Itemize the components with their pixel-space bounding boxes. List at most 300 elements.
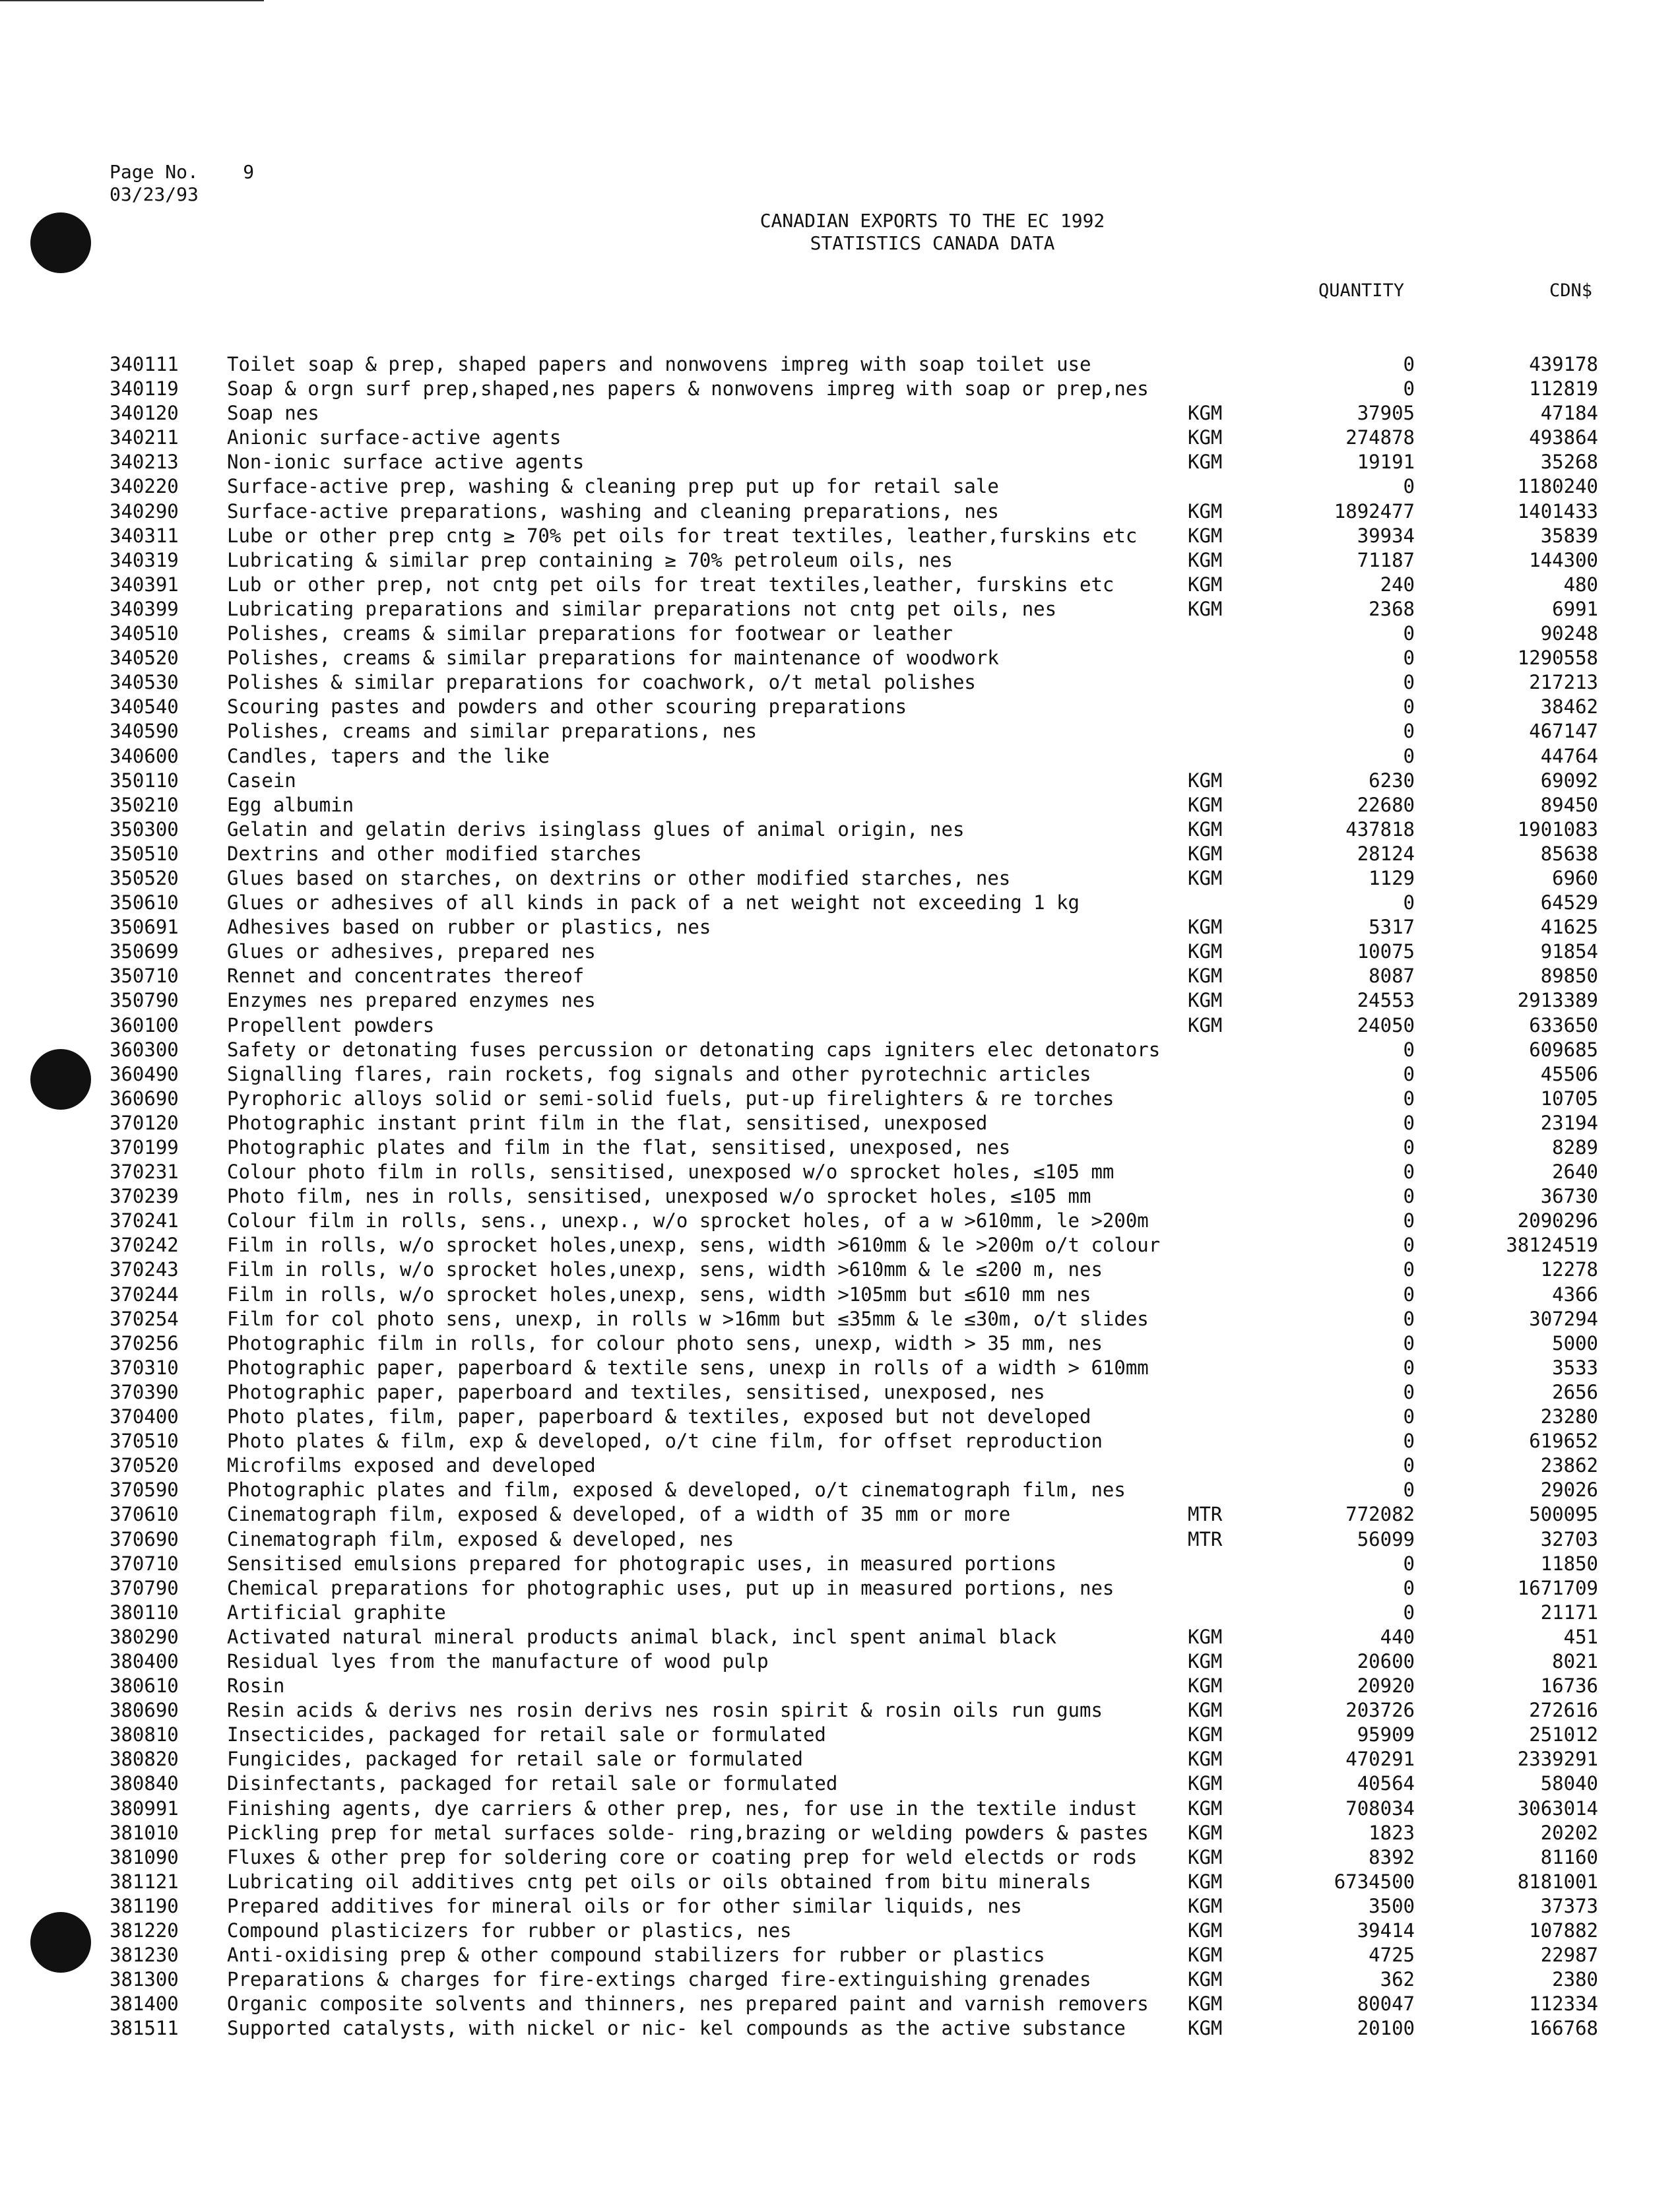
quantity: 0 [1403,1380,1415,1403]
table-row [0,1184,1680,1209]
unit: KGM [1188,1723,1223,1746]
table-row [0,695,1680,719]
hs-code: 370310 [110,1356,179,1379]
unit: KGM [1188,989,1223,1012]
quantity: 0 [1403,1136,1415,1159]
value-cdn: 29026 [1540,1479,1598,1502]
description: Soap nes [227,402,319,425]
value-cdn: 439178 [1529,353,1598,375]
value-cdn: 38462 [1540,695,1598,718]
value-cdn: 2380 [1552,1968,1598,1991]
table-row [0,1943,1680,1967]
table-row [0,866,1680,891]
hs-code: 340510 [110,622,179,645]
report-subtitle: STATISTICS CANADA DATA [810,232,1055,254]
value-cdn: 3533 [1552,1356,1598,1379]
value-cdn: 217213 [1529,671,1598,694]
value-cdn: 107882 [1529,1919,1598,1942]
quantity: 0 [1403,1185,1415,1208]
quantity: 772082 [1345,1503,1415,1526]
description: Supported catalysts, with nickel or nic- kel compounds as the active substance [227,2017,1126,2040]
hs-code: 360490 [110,1062,179,1085]
quantity: 0 [1403,671,1415,694]
description: Glues or adhesives of all kinds in pack of a net weight not exceeding 1 kg [227,891,1080,914]
quantity: 0 [1403,744,1415,767]
report-title: CANADIAN EXPORTS TO THE EC 1992 [759,210,1105,232]
quantity: 240 [1380,573,1415,596]
description: Film in rolls, w/o sprocket holes,unexp, sens, width >610mm & le >200m o/t colour [227,1234,1161,1257]
description: Film in rolls, w/o sprocket holes,unexp, sens, width >610mm & le ≤200 m, nes [227,1258,1103,1281]
table-row [0,1258,1680,1282]
unit: KGM [1188,1674,1223,1698]
unit: KGM [1188,769,1223,792]
quantity: 0 [1403,1234,1415,1257]
value-cdn: 1290558 [1517,647,1598,670]
value-cdn: 11850 [1540,1552,1598,1575]
table-row [0,1380,1680,1405]
description: Soap & orgn surf prep,shaped,nes papers & nonwovens impreg with soap or prep,nes [227,377,1149,400]
value-cdn: 69092 [1540,769,1598,792]
value-cdn: 6960 [1552,866,1598,889]
unit: KGM [1188,1992,1223,2016]
table-row [0,1405,1680,1429]
table-row [0,670,1680,695]
value-cdn: 38124519 [1506,1234,1598,1257]
hs-code: 380690 [110,1699,179,1722]
description: Anti-oxidising prep & other compound stabilizers for rubber or plastics [227,1944,1045,1967]
hs-code: 370243 [110,1258,179,1281]
value-cdn: 2640 [1552,1161,1598,1184]
description: Colour film in rolls, sens., unexp., w/o sprocket holes, of a w >610mm, le >200m [227,1209,1149,1232]
quantity: 6734500 [1334,1870,1415,1893]
description: Photo plates, film, paper, paperboard & textiles, exposed but not developed [227,1405,1091,1428]
unit: KGM [1188,1919,1223,1942]
unit: KGM [1188,573,1223,596]
table-row [0,1747,1680,1771]
description: Lubricating oil additives cntg pet oils or oils obtained from bitu minerals [227,1870,1091,1893]
table-row [0,1062,1680,1087]
table-row [0,1209,1680,1233]
value-cdn: 89450 [1540,793,1598,816]
table-row [0,1625,1680,1649]
top-rule [0,0,264,1]
hs-code: 380840 [110,1772,179,1795]
value-cdn: 12278 [1540,1258,1598,1281]
table-row [0,1698,1680,1723]
value-cdn: 480 [1563,573,1598,596]
hs-code: 370256 [110,1331,179,1354]
hs-code: 370231 [110,1161,179,1184]
quantity: 80047 [1357,1992,1415,2016]
quantity: 0 [1403,1161,1415,1184]
description: Toilet soap & prep, shaped papers and nonwovens impreg with soap toilet use [227,353,1091,375]
description: Safety or detonating fuses percussion or detonating caps igniters elec detonators [227,1038,1161,1061]
quantity: 0 [1403,1601,1415,1624]
description: Sensitised emulsions prepared for photograpic uses, in measured portions [227,1552,1057,1575]
description: Surface-active prep, washing & cleaning prep put up for retail sale [227,475,999,498]
table-row [0,474,1680,499]
table-row [0,1870,1680,1894]
description: Resin acids & derivs nes rosin derivs nes rosin spirit & rosin oils run gums [227,1699,1103,1722]
value-cdn: 2339291 [1517,1748,1598,1771]
hs-code: 350691 [110,916,179,939]
quantity: 5317 [1369,916,1415,939]
description: Disinfectants, packaged for retail sale or formulated [227,1772,838,1795]
unit: KGM [1188,817,1223,841]
quantity: 3500 [1369,1894,1415,1917]
quantity: 0 [1403,377,1415,400]
unit: KGM [1188,548,1223,571]
value-cdn: 45506 [1540,1062,1598,1085]
table-row [0,1821,1680,1845]
hs-code: 350210 [110,793,179,816]
value-cdn: 64529 [1540,891,1598,914]
table-row [0,744,1680,769]
description: Fungicides, packaged for retail sale or formulated [227,1748,803,1771]
hs-code: 370710 [110,1552,179,1575]
hs-code: 340213 [110,451,179,474]
unit: KGM [1188,1013,1223,1036]
value-cdn: 91854 [1540,940,1598,963]
description: Casein [227,769,296,792]
value-cdn: 493864 [1529,426,1598,449]
hs-code: 370242 [110,1234,179,1257]
punch-hole-top [30,212,91,273]
table-row [0,646,1680,670]
unit: KGM [1188,451,1223,474]
quantity: 0 [1403,1430,1415,1453]
unit: KGM [1188,965,1223,988]
quantity: 274878 [1345,426,1415,449]
unit: KGM [1188,1772,1223,1795]
unit: KGM [1188,1968,1223,1991]
table-row [0,450,1680,474]
hs-code: 350790 [110,989,179,1012]
description: Residual lyes from the manufacture of wood pulp [227,1649,769,1673]
hs-code: 340319 [110,548,179,571]
value-cdn: 500095 [1529,1503,1598,1526]
table-row [0,1649,1680,1674]
value-cdn: 44764 [1540,744,1598,767]
table-row [0,1356,1680,1380]
hs-code: 340119 [110,377,179,400]
page-number-line [110,161,254,183]
quantity: 0 [1403,1576,1415,1599]
hs-code: 340120 [110,402,179,425]
description: Signalling flares, rain rockets, fog signals and other pyrotechnic articles [227,1062,1091,1085]
hs-code: 370400 [110,1405,179,1428]
hs-code: 340600 [110,744,179,767]
description: Glues based on starches, on dextrins or other modified starches, nes [227,866,1011,889]
hs-code: 380110 [110,1601,179,1624]
table-row [0,548,1680,573]
unit: KGM [1188,916,1223,939]
quantity: 0 [1403,1258,1415,1281]
description: Enzymes nes prepared enzymes nes [227,989,596,1012]
hs-code: 370120 [110,1111,179,1134]
value-cdn: 85638 [1540,842,1598,865]
description: Photographic instant print film in the flat, sensitised, unexposed [227,1111,988,1134]
page-label: Page No. [110,161,199,183]
quantity: 203726 [1345,1699,1415,1722]
value-cdn: 10705 [1540,1087,1598,1110]
hs-code: 370690 [110,1527,179,1550]
quantity: 0 [1403,1405,1415,1428]
value-cdn: 89850 [1540,965,1598,988]
quantity: 0 [1403,1038,1415,1061]
quantity: 24553 [1357,989,1415,1012]
table-row [0,1160,1680,1184]
quantity: 0 [1403,1087,1415,1110]
value-cdn: 35268 [1540,451,1598,474]
quantity: 71187 [1357,548,1415,571]
hs-code: 380820 [110,1748,179,1771]
column-header-quantity: QUANTITY [1318,280,1405,301]
quantity: 0 [1403,891,1415,914]
quantity: 0 [1403,622,1415,645]
description: Scouring pastes and powders and other scouring preparations [227,695,907,718]
table-row [0,1502,1680,1527]
table-row [0,1527,1680,1552]
table-row [0,377,1680,401]
hs-code: 350300 [110,817,179,841]
hs-code: 340530 [110,671,179,694]
table-row [0,1797,1680,1821]
unit: KGM [1188,1845,1223,1868]
hs-code: 350110 [110,769,179,792]
description: Lub or other prep, not cntg pet oils for treat textiles,leather, furskins etc [227,573,1115,596]
hs-code: 370239 [110,1185,179,1208]
quantity: 0 [1403,1283,1415,1306]
description: Polishes, creams & similar preparations for footwear or leather [227,622,953,645]
quantity: 1823 [1369,1821,1415,1844]
value-cdn: 272616 [1529,1699,1598,1722]
description: Dextrins and other modified starches [227,842,642,865]
quantity: 0 [1403,1062,1415,1085]
table-row [0,597,1680,621]
hs-code: 370244 [110,1283,179,1306]
quantity: 362 [1380,1968,1415,1991]
unit: KGM [1188,1649,1223,1673]
quantity: 56099 [1357,1527,1415,1550]
description: Photo plates & film, exp & developed, o/t cine film, for offset reproduction [227,1430,1103,1453]
unit: KGM [1188,866,1223,889]
value-cdn: 4366 [1552,1283,1598,1306]
quantity: 0 [1403,695,1415,718]
value-cdn: 90248 [1540,622,1598,645]
hs-code: 340391 [110,573,179,596]
description: Polishes & similar preparations for coachwork, o/t metal polishes [227,671,976,694]
quantity: 28124 [1357,842,1415,865]
unit: KGM [1188,1625,1223,1648]
description: Microfilms exposed and developed [227,1454,596,1477]
unit: KGM [1188,1944,1223,1967]
hs-code: 381400 [110,1992,179,2016]
unit: KGM [1188,940,1223,963]
quantity: 0 [1403,1209,1415,1232]
hs-code: 340540 [110,695,179,718]
table-row [0,1992,1680,2016]
quantity: 0 [1403,647,1415,670]
unit: KGM [1188,1748,1223,1771]
table-row [0,1013,1680,1038]
table-row [0,842,1680,866]
description: Cinematograph film, exposed & developed, of a width of 35 mm or more [227,1503,1011,1526]
value-cdn: 23280 [1540,1405,1598,1428]
value-cdn: 21171 [1540,1601,1598,1624]
quantity: 0 [1403,1454,1415,1477]
value-cdn: 16736 [1540,1674,1598,1698]
table-row [0,915,1680,940]
table-row [0,1967,1680,1992]
table-row [0,964,1680,988]
hs-code: 381190 [110,1894,179,1917]
hs-code: 340520 [110,647,179,670]
description: Candles, tapers and the like [227,744,550,767]
hs-code: 381121 [110,1870,179,1893]
description: Lube or other prep cntg ≥ 70% pet oils for treat textiles, leather,furskins etc [227,524,1138,547]
table-row [0,1723,1680,1747]
value-cdn: 35839 [1540,524,1598,547]
hs-code: 381230 [110,1944,179,1967]
description: Activated natural mineral products animal black, incl spent animal black [227,1625,1057,1648]
value-cdn: 23862 [1540,1454,1598,1477]
quantity: 20920 [1357,1674,1415,1698]
unit: KGM [1188,1894,1223,1917]
value-cdn: 6991 [1552,597,1598,620]
table-row [0,719,1680,744]
description: Film for col photo sens, unexp, in rolls w >16mm but ≤35mm & le ≤30m, o/t slides [227,1307,1149,1330]
hs-code: 381300 [110,1968,179,1991]
hs-code: 381010 [110,1821,179,1844]
description: Propellent powders [227,1013,435,1036]
table-row [0,1283,1680,1307]
hs-code: 350510 [110,842,179,865]
quantity: 2368 [1369,597,1415,620]
unit: KGM [1188,2017,1223,2040]
table-row [0,401,1680,426]
description: Preparations & charges for fire-extings charged fire-extinguishing grenades [227,1968,1091,1991]
description: Lubricating & similar prep containing ≥ 70% petroleum oils, nes [227,548,953,571]
value-cdn: 20202 [1540,1821,1598,1844]
quantity: 0 [1403,1479,1415,1502]
table-row [0,891,1680,915]
description: Photographic plates and film, exposed & developed, o/t cinematograph film, nes [227,1479,1126,1502]
table-row [0,1894,1680,1919]
hs-code: 350710 [110,965,179,988]
value-cdn: 47184 [1540,402,1598,425]
quantity: 0 [1403,475,1415,498]
page-number: 9 [243,161,255,183]
description: Insecticides, packaged for retail sale or formulated [227,1723,826,1746]
hs-code: 370241 [110,1209,179,1232]
description: Polishes, creams & similar preparations for maintenance of woodwork [227,647,999,670]
quantity: 0 [1403,1552,1415,1575]
description: Photo film, nes in rolls, sensitised, unexposed w/o sprocket holes, ≤105 mm [227,1185,1091,1208]
value-cdn: 633650 [1529,1013,1598,1036]
hs-code: 381220 [110,1919,179,1942]
quantity: 40564 [1357,1772,1415,1795]
quantity: 10075 [1357,940,1415,963]
value-cdn: 307294 [1529,1307,1598,1330]
description: Pyrophoric alloys solid or semi-solid fuels, put-up firelighters & re torches [227,1087,1115,1110]
quantity: 0 [1403,353,1415,375]
hs-code: 360300 [110,1038,179,1061]
hs-code: 370790 [110,1576,179,1599]
value-cdn: 2090296 [1517,1209,1598,1232]
description: Polishes, creams and similar preparations, nes [227,720,758,743]
quantity: 708034 [1345,1797,1415,1820]
unit: KGM [1188,842,1223,865]
description: Finishing agents, dye carriers & other prep, nes, for use in the textile indust [227,1797,1138,1820]
description: Photographic plates and film in the flat, sensitised, unexposed, nes [227,1136,1011,1159]
description: Photographic film in rolls, for colour photo sens, unexp, width > 35 mm, nes [227,1331,1103,1354]
value-cdn: 1671709 [1517,1576,1598,1599]
table-row [0,1331,1680,1356]
quantity: 4725 [1369,1944,1415,1967]
quantity: 6230 [1369,769,1415,792]
table-row [0,1453,1680,1478]
quantity: 437818 [1345,817,1415,841]
hs-code: 380610 [110,1674,179,1698]
hs-code: 340311 [110,524,179,547]
value-cdn: 1180240 [1517,475,1598,498]
description: Colour photo film in rolls, sensitised, unexposed w/o sprocket holes, ≤105 mm [227,1161,1115,1184]
quantity: 20100 [1357,2017,1415,2040]
table-row [0,1919,1680,1943]
value-cdn: 112819 [1529,377,1598,400]
unit: KGM [1188,1870,1223,1893]
hs-code: 370254 [110,1307,179,1330]
table-row [0,1601,1680,1625]
description: Compound plasticizers for rubber or plastics, nes [227,1919,792,1942]
export-table [0,352,1680,2041]
description: Film in rolls, w/o sprocket holes,unexp, sens, width >105mm but ≤610 mm nes [227,1283,1091,1306]
quantity: 39414 [1357,1919,1415,1942]
value-cdn: 22987 [1540,1944,1598,1967]
hs-code: 350610 [110,891,179,914]
unit: MTR [1188,1527,1223,1550]
value-cdn: 2913389 [1517,989,1598,1012]
column-header-value: CDN$ [1549,280,1593,301]
description: Fluxes & other prep for soldering core or coating prep for weld electds or rods [227,1845,1138,1868]
value-cdn: 2656 [1552,1380,1598,1403]
hs-code: 370610 [110,1503,179,1526]
quantity: 8392 [1369,1845,1415,1868]
table-row [0,793,1680,817]
table-row [0,1674,1680,1698]
hs-code: 381511 [110,2017,179,2040]
value-cdn: 166768 [1529,2017,1598,2040]
value-cdn: 41625 [1540,916,1598,939]
quantity: 37905 [1357,402,1415,425]
hs-code: 340211 [110,426,179,449]
description: Artificial graphite [227,1601,446,1624]
quantity: 1129 [1369,866,1415,889]
hs-code: 380400 [110,1649,179,1673]
description: Photographic paper, paperboard & textile sens, unexp in rolls of a width > 610mm [227,1356,1149,1379]
table-row [0,1111,1680,1135]
table-row [0,1771,1680,1796]
description: Chemical preparations for photographic uses, put up in measured portions, nes [227,1576,1115,1599]
description: Adhesives based on rubber or plastics, nes [227,916,711,939]
value-cdn: 37373 [1540,1894,1598,1917]
quantity: 8087 [1369,965,1415,988]
table-row [0,1087,1680,1111]
value-cdn: 36730 [1540,1185,1598,1208]
table-row [0,2016,1680,2041]
description: Non-ionic surface active agents [227,451,585,474]
